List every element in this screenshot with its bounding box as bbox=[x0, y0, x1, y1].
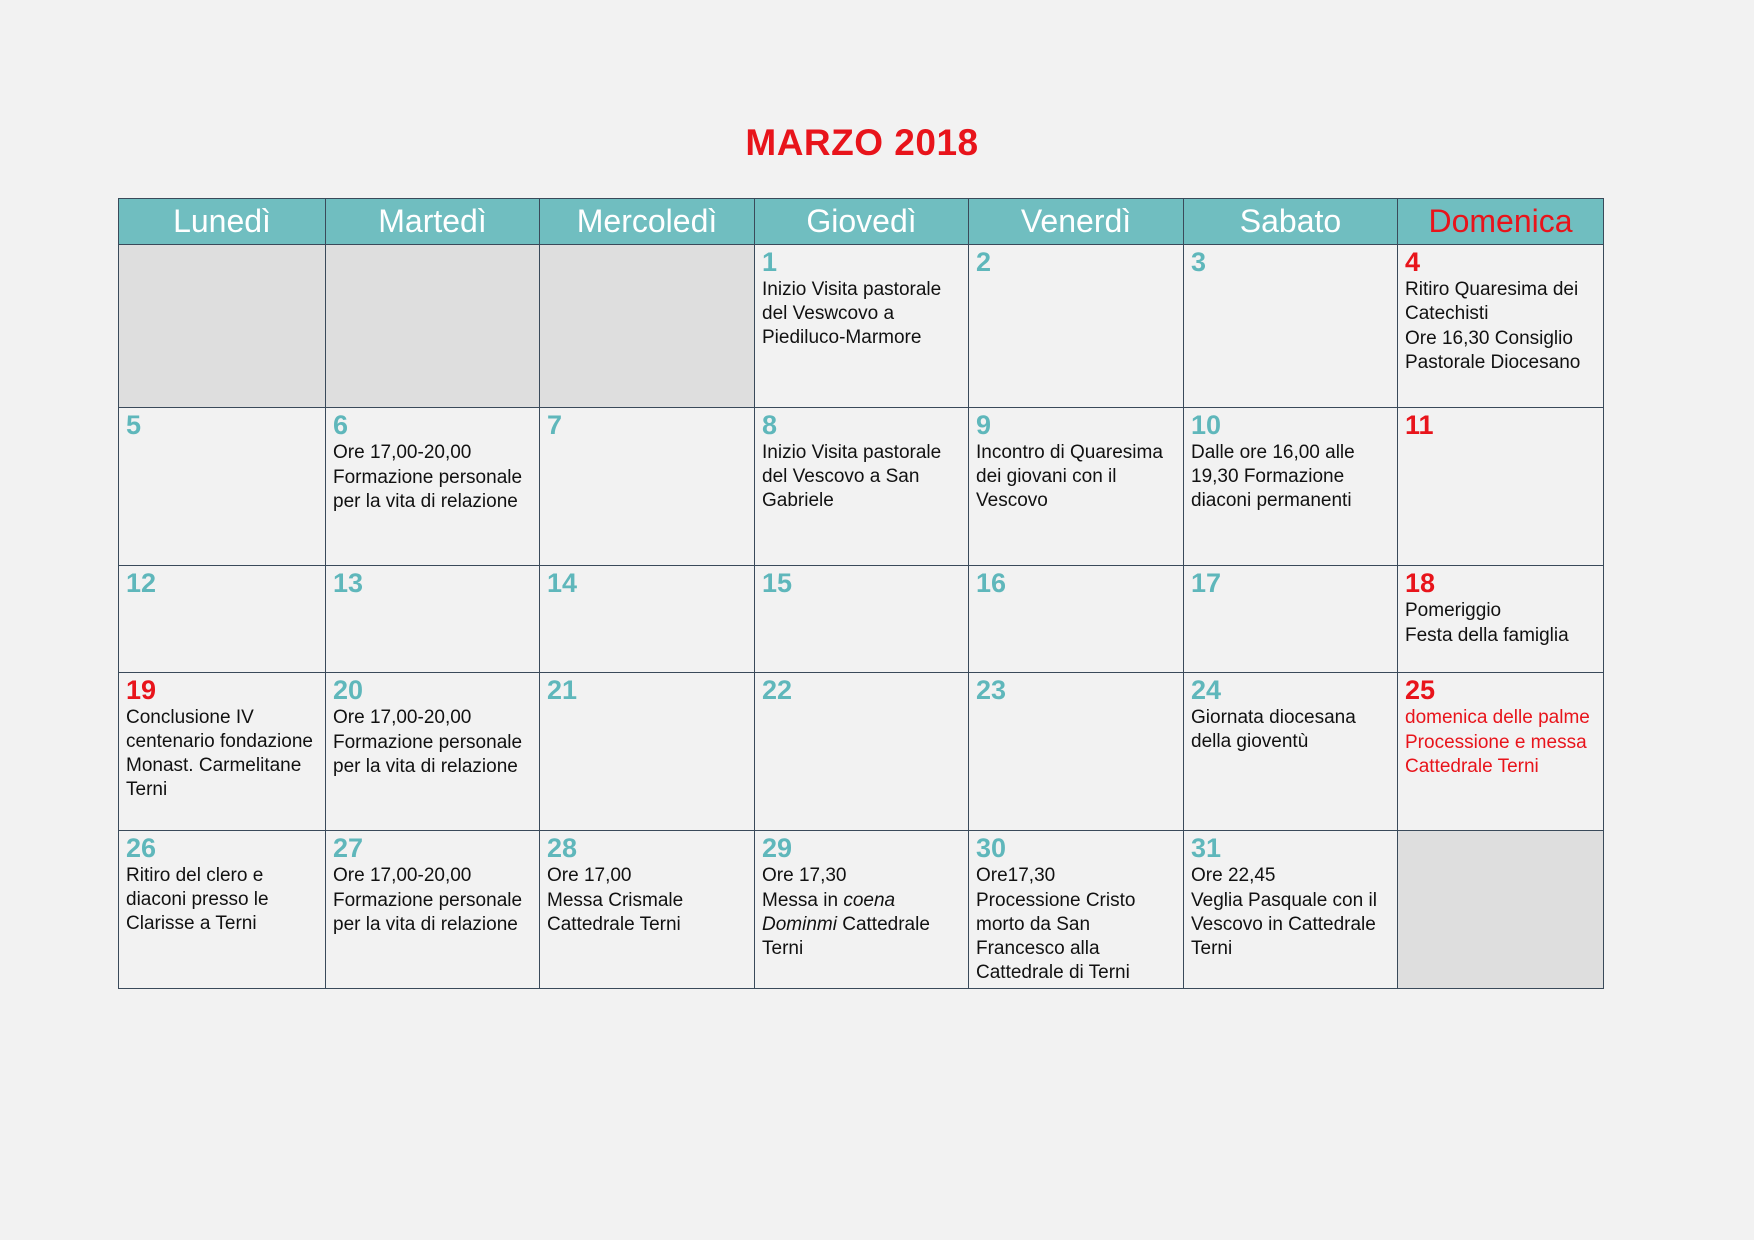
day-cell-content bbox=[540, 408, 754, 440]
day-cell-content bbox=[326, 831, 539, 937]
event-text: Inizio Visita pastorale del Vescovo a San Gabriele bbox=[762, 442, 942, 511]
day-cell bbox=[326, 566, 540, 673]
day-number: 24 bbox=[1191, 675, 1222, 705]
day-cell-content bbox=[969, 831, 1183, 985]
week-row bbox=[119, 831, 1604, 989]
day-number: 3 bbox=[1191, 247, 1207, 277]
event-text-part: Cattedrale Terni bbox=[762, 914, 930, 959]
week-row bbox=[119, 245, 1604, 408]
day-cell-content bbox=[1184, 408, 1397, 513]
day-cell bbox=[1184, 245, 1398, 408]
day-cell bbox=[1184, 408, 1398, 566]
day-cell-content bbox=[540, 673, 754, 705]
day-cell bbox=[540, 408, 755, 566]
day-cell bbox=[1398, 566, 1604, 673]
day-cell bbox=[119, 408, 326, 566]
event-text: Ore 17,00-20,00 bbox=[333, 707, 472, 728]
weekday-header-friday: Venerdì bbox=[969, 199, 1184, 245]
day-cell-content bbox=[540, 831, 754, 937]
day-cell-content bbox=[119, 831, 325, 936]
event-text-italic: coena Dominmi bbox=[762, 890, 896, 935]
day-number: 16 bbox=[976, 568, 1007, 598]
day-number: 28 bbox=[547, 833, 578, 863]
day-cell-content bbox=[755, 408, 968, 513]
empty-day-cell bbox=[326, 245, 540, 408]
day-number: 19 bbox=[126, 675, 157, 705]
day-number: 1 bbox=[762, 247, 778, 277]
empty-day-cell bbox=[1398, 831, 1604, 989]
day-number: 21 bbox=[547, 675, 578, 705]
event-text: Pomeriggio bbox=[1405, 600, 1502, 621]
day-number: 10 bbox=[1191, 410, 1222, 440]
calendar-body bbox=[119, 245, 1604, 989]
weekday-header-row bbox=[119, 199, 1604, 245]
day-cell-content bbox=[969, 245, 1183, 277]
day-number: 14 bbox=[547, 568, 578, 598]
day-cell bbox=[1398, 245, 1604, 408]
day-number: 6 bbox=[333, 410, 349, 440]
day-cell bbox=[969, 673, 1184, 831]
day-number: 17 bbox=[1191, 568, 1222, 598]
weekday-header-saturday: Sabato bbox=[1184, 199, 1398, 245]
day-cell bbox=[1184, 673, 1398, 831]
week-row bbox=[119, 566, 1604, 673]
day-cell bbox=[969, 566, 1184, 673]
day-cell bbox=[119, 566, 326, 673]
day-number: 13 bbox=[333, 568, 364, 598]
day-cell-content bbox=[1184, 245, 1397, 277]
day-cell bbox=[969, 831, 1184, 989]
day-cell bbox=[1398, 673, 1604, 831]
week-row bbox=[119, 408, 1604, 566]
event-text: Ritiro del clero e diaconi presso le Clarisse a Terni bbox=[126, 865, 269, 934]
day-number: 4 bbox=[1405, 247, 1421, 277]
day-cell-content bbox=[326, 408, 539, 514]
week-row bbox=[119, 673, 1604, 831]
event-text: Processione Cristo morto da San Francesco alla Cattedrale di Terni bbox=[976, 890, 1136, 983]
day-cell-content bbox=[755, 673, 968, 705]
event-text: Giornata diocesana della gioventù bbox=[1191, 707, 1356, 752]
empty-day-cell bbox=[540, 245, 755, 408]
event-text: Processione e messa Cattedrale Terni bbox=[1405, 732, 1587, 777]
day-cell bbox=[1184, 831, 1398, 989]
event-text: domenica delle palme bbox=[1405, 707, 1590, 728]
calendar-title: MARZO 2018 bbox=[745, 122, 979, 163]
event-text-part: Messa in bbox=[762, 890, 844, 911]
day-cell bbox=[755, 245, 969, 408]
day-cell-content bbox=[1398, 673, 1603, 779]
day-cell-content bbox=[326, 566, 539, 598]
day-cell bbox=[540, 673, 755, 831]
event-text: Messa Crismale Cattedrale Terni bbox=[547, 890, 684, 935]
event-text: Ore 17,00-20,00 bbox=[333, 865, 472, 886]
day-number: 11 bbox=[1405, 410, 1434, 440]
event-text: Incontro di Quaresima dei giovani con il Vescovo bbox=[976, 442, 1163, 511]
event-text bbox=[762, 889, 962, 961]
event-text: Ore17,30 bbox=[976, 865, 1056, 886]
day-cell-content bbox=[1398, 245, 1603, 375]
day-cell-content bbox=[1184, 673, 1397, 754]
day-number: 29 bbox=[762, 833, 793, 863]
day-cell-content bbox=[540, 566, 754, 598]
day-number: 18 bbox=[1405, 568, 1436, 598]
month-calendar bbox=[118, 198, 1604, 989]
day-cell-content bbox=[755, 245, 968, 350]
day-cell bbox=[119, 673, 326, 831]
day-cell bbox=[755, 831, 969, 989]
day-cell bbox=[1398, 408, 1604, 566]
day-number: 31 bbox=[1191, 833, 1222, 863]
day-number: 22 bbox=[762, 675, 793, 705]
event-text: Veglia Pasquale con il Vescovo in Cattedrale Terni bbox=[1191, 890, 1377, 959]
day-cell-content bbox=[119, 673, 325, 802]
day-cell bbox=[1184, 566, 1398, 673]
day-cell-content bbox=[1398, 408, 1603, 440]
day-number: 30 bbox=[976, 833, 1007, 863]
day-number: 26 bbox=[126, 833, 157, 863]
weekday-header-thursday: Giovedì bbox=[755, 199, 969, 245]
day-number: 12 bbox=[126, 568, 157, 598]
day-cell bbox=[755, 673, 969, 831]
event-text: Formazione personale per la vita di relazione bbox=[333, 732, 523, 777]
day-cell bbox=[540, 566, 755, 673]
day-cell-content bbox=[969, 408, 1183, 513]
day-number: 7 bbox=[547, 410, 563, 440]
event-text: Inizio Visita pastorale del Veswcovo a Piediluco-Marmore bbox=[762, 279, 942, 348]
event-text: Ore 17,00 bbox=[547, 865, 632, 886]
day-number: 5 bbox=[126, 410, 142, 440]
day-cell-content bbox=[1184, 566, 1397, 598]
day-number: 27 bbox=[333, 833, 364, 863]
weekday-header-monday: Lunedì bbox=[119, 199, 326, 245]
weekday-header-tuesday: Martedì bbox=[326, 199, 540, 245]
empty-day-cell bbox=[119, 245, 326, 408]
event-text: Ritiro Quaresima dei Catechisti bbox=[1405, 279, 1579, 324]
event-text: Formazione personale per la vita di relazione bbox=[333, 890, 523, 935]
event-text: Ore 22,45 bbox=[1191, 865, 1276, 886]
day-cell-content bbox=[755, 566, 968, 598]
day-number: 23 bbox=[976, 675, 1007, 705]
day-number: 8 bbox=[762, 410, 778, 440]
day-number: 25 bbox=[1405, 675, 1436, 705]
event-text: Formazione personale per la vita di relazione bbox=[333, 467, 523, 512]
day-cell bbox=[755, 566, 969, 673]
day-cell-content bbox=[119, 408, 325, 440]
day-cell-content bbox=[1184, 831, 1397, 961]
event-text: Ore 17,30 bbox=[762, 865, 847, 886]
day-cell-content bbox=[969, 566, 1183, 598]
event-text: Ore 16,30 Consiglio Pastorale Diocesano bbox=[1405, 328, 1581, 373]
day-cell-content bbox=[755, 831, 968, 961]
day-cell bbox=[969, 408, 1184, 566]
event-text: Dalle ore 16,00 alle 19,30 Formazione diaconi permanenti bbox=[1191, 442, 1355, 511]
day-cell-content bbox=[1398, 566, 1603, 648]
day-cell bbox=[326, 408, 540, 566]
day-number: 9 bbox=[976, 410, 992, 440]
day-cell-content bbox=[969, 673, 1183, 705]
day-cell bbox=[969, 245, 1184, 408]
day-number: 15 bbox=[762, 568, 793, 598]
weekday-header-wednesday: Mercoledì bbox=[540, 199, 755, 245]
event-text: Festa della famiglia bbox=[1405, 625, 1569, 646]
day-cell bbox=[326, 831, 540, 989]
day-cell-content bbox=[119, 566, 325, 598]
day-number: 2 bbox=[976, 247, 992, 277]
weekday-header-sunday: Domenica bbox=[1398, 199, 1604, 245]
day-cell bbox=[326, 673, 540, 831]
day-cell bbox=[540, 831, 755, 989]
day-cell-content bbox=[326, 673, 539, 779]
day-cell bbox=[755, 408, 969, 566]
event-text: Ore 17,00-20,00 bbox=[333, 442, 472, 463]
day-number: 20 bbox=[333, 675, 364, 705]
event-text: Conclusione IV centenario fondazione Monast. Carmelitane Terni bbox=[126, 707, 313, 800]
day-cell bbox=[119, 831, 326, 989]
